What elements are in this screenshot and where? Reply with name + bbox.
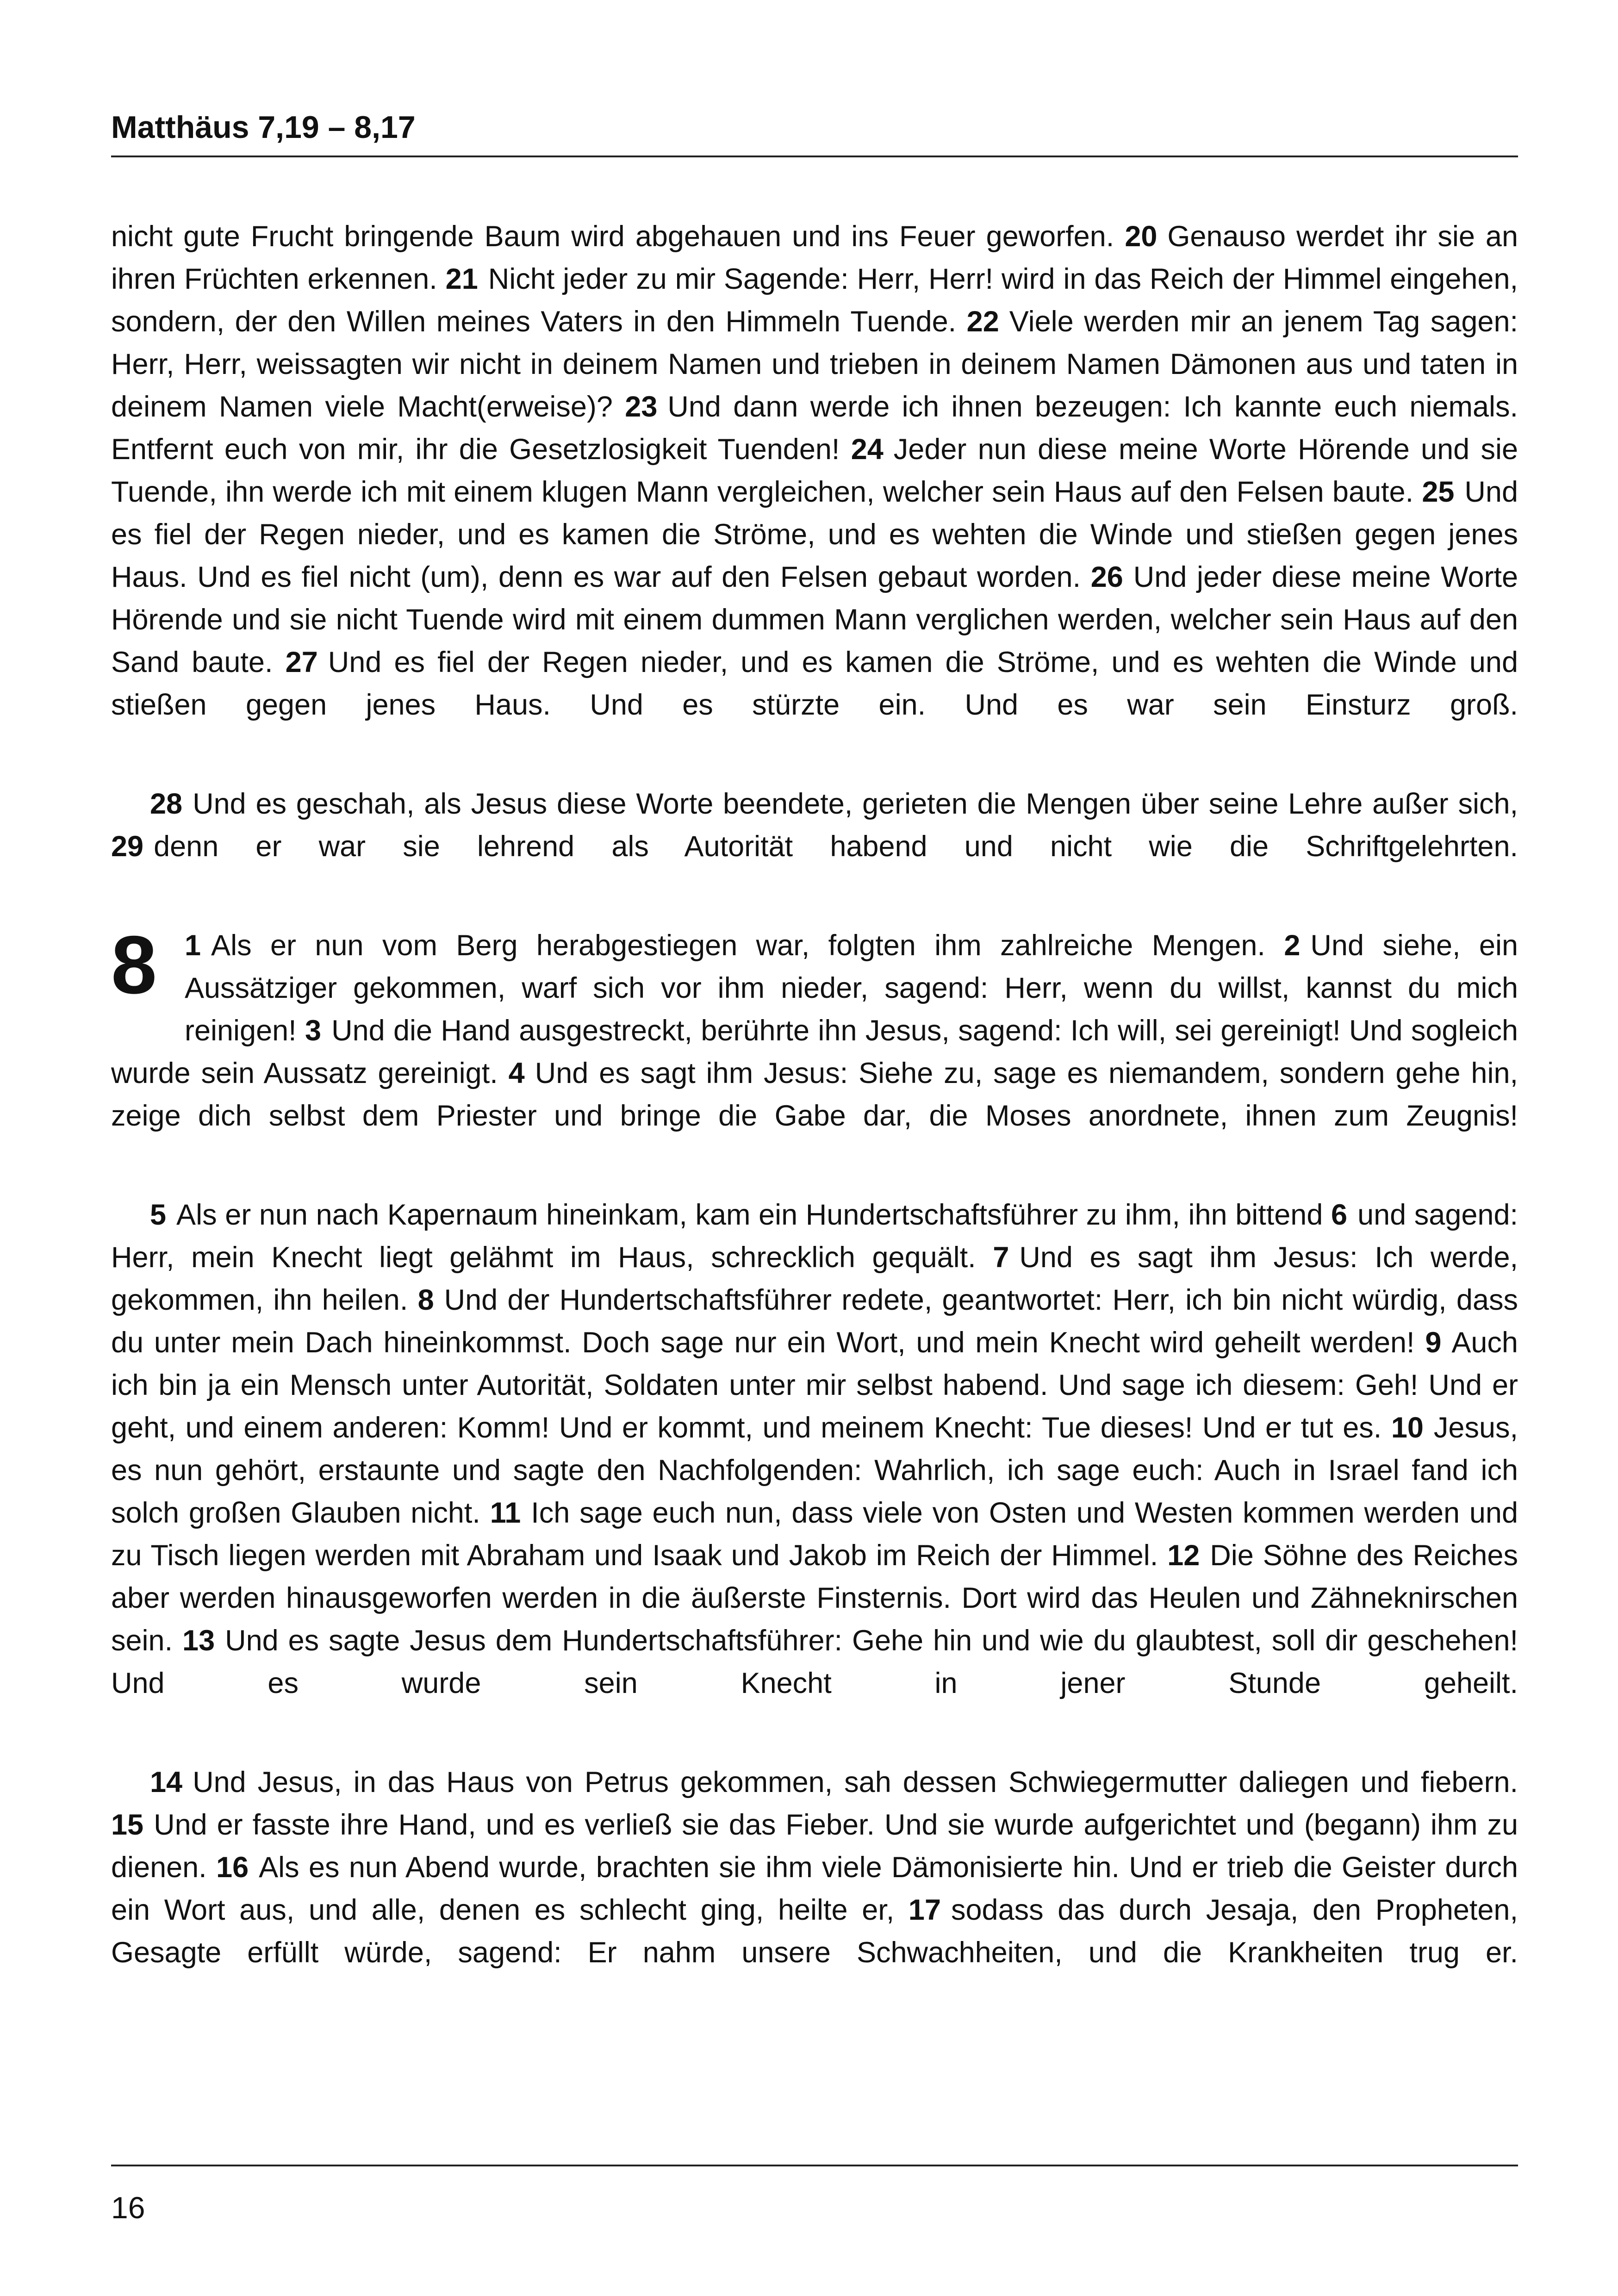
footer-divider	[111, 2165, 1518, 2166]
verse-text: Nicht jeder zu mir Sagende: Herr, Herr! wird in das Reich der Himmel eingehen, sondern, der den Willen meines Vaters in den Himmeln Tuende.	[111, 263, 1518, 338]
verse-text: Die Söhne des Reiches aber werden hinausgeworfen werden in die äußerste Finsternis. Dort wird das Heulen und Zähneknirschen sein.	[111, 1539, 1518, 1657]
header-divider	[111, 156, 1518, 157]
verse-text: sodass das durch Jesaja, den Propheten, Gesagte erfüllt würde, sagend: Er nahm unsere Schwachheiten, und die Krankheiten trug er.	[111, 1894, 1518, 1969]
paragraph	[111, 1761, 1518, 2016]
verse-text: Und der Hundertschaftsführer redete, geantwortet: Herr, ich bin nicht würdig, dass du unter mein Dach hineinkommst. Doch sage nur ein Wort, und mein Knecht wird geheilt werden!	[111, 1284, 1518, 1359]
verse-number: 6	[1331, 1199, 1348, 1231]
bible-text	[111, 215, 1518, 2030]
verse-number: 17	[908, 1894, 941, 1926]
verse-text: Und dann werde ich ihnen bezeugen: Ich kannte euch niemals. Entfernt euch von mir, ihr die Gesetzlosigkeit Tuenden!	[111, 391, 1518, 466]
verse-number: 25	[1422, 476, 1455, 508]
verse-number: 11	[490, 1497, 521, 1529]
verse-number: 2	[1284, 929, 1301, 962]
verse-text: Und es sagte Jesus dem Hundertschaftsführer: Gehe hin und wie du glaubtest, soll dir geschehen! Und es wurde sein Knecht in jener Stunde geheilt.	[111, 1624, 1518, 1699]
verse-text: Jeder nun diese meine Worte Hörende und sie Tuende, ihn werde ich mit einem klugen Mann vergleichen, welcher sein Haus auf den Felsen baute.	[111, 433, 1518, 508]
verse-number: 7	[993, 1241, 1009, 1274]
verse-text: nicht gute Frucht bringende Baum wird abgehauen und ins Feuer geworfen.	[111, 220, 1114, 253]
verse-text: Und es sagt ihm Jesus: Siehe zu, sage es niemandem, sondern gehe hin, zeige dich selbst dem Priester und bringe die Gabe dar, die Moses anordnete, ihnen zum Zeugnis!	[111, 1057, 1518, 1132]
verse-text: denn er war sie lehrend als Autorität habend und nicht wie die Schriftgelehrten.	[154, 830, 1518, 863]
verse-text: Als er nun nach Kapernaum hineinkam, kam ein Hundertschaftsführer zu ihm, ihn bittend	[176, 1199, 1323, 1231]
verse-number: 27	[285, 646, 318, 678]
verse-text: Und es sagt ihm Jesus: Ich werde, gekommen, ihn heilen.	[111, 1241, 1518, 1316]
verse-text: Genauso werdet ihr sie an ihren Früchten erkennen.	[111, 220, 1518, 295]
verse-number: 8	[417, 1284, 434, 1316]
verse-number: 28	[150, 788, 183, 820]
verse-number: 4	[508, 1057, 525, 1089]
verse-number: 15	[111, 1809, 144, 1841]
page-header: Matthäus 7,19 – 8,17	[111, 110, 416, 145]
verse-text: Und siehe, ein Aussätziger gekommen, warf sich vor ihm nieder, sagend: Herr, wenn du willst, kannst du mich reinigen!	[185, 929, 1518, 1047]
verse-number: 24	[851, 433, 884, 466]
verse-number: 3	[305, 1014, 322, 1047]
verse-text: Und es fiel der Regen nieder, und es kamen die Ströme, und es wehten die Winde und stießen gegen jenes Haus. Und es fiel nicht (um), denn es war auf den Felsen gebaut worden.	[111, 476, 1518, 593]
verse-number: 20	[1125, 220, 1157, 253]
verse-number: 26	[1090, 561, 1123, 593]
paragraph	[111, 783, 1518, 910]
verse-number: 9	[1425, 1326, 1442, 1359]
verse-number: 16	[216, 1851, 249, 1884]
verse-number: 23	[625, 391, 658, 423]
verse-number: 14	[150, 1766, 183, 1798]
verse-number: 29	[111, 830, 144, 863]
verse-text: Und es geschah, als Jesus diese Worte beendete, gerieten die Mengen über seine Lehre außer sich,	[193, 788, 1518, 820]
verse-number: 21	[445, 263, 478, 295]
verse-number: 10	[1391, 1412, 1424, 1444]
verse-number: 1	[185, 929, 201, 962]
paragraph	[111, 1194, 1518, 1747]
verse-text: Und die Hand ausgestreckt, berührte ihn Jesus, sagend: Ich will, sei gereinigt! Und sogleich wurde sein Aussatz gereinigt.	[111, 1014, 1518, 1089]
verse-text: und sagend: Herr, mein Knecht liegt gelähmt im Haus, schrecklich gequält.	[111, 1199, 1518, 1274]
verse-number: 12	[1167, 1539, 1200, 1572]
verse-number: 22	[966, 305, 999, 338]
paragraph	[111, 919, 1518, 1180]
verse-text: Jesus, es nun gehört, erstaunte und sagte den Nachfolgenden: Wahrlich, ich sage euch: Auch in Israel fand ich solch großen Glauben nicht.	[111, 1412, 1518, 1529]
verse-text: Und Jesus, in das Haus von Petrus gekommen, sah dessen Schwiegermutter daliegen und fiebern.	[193, 1766, 1518, 1798]
verse-text: Und jeder diese meine Worte Hörende und sie nicht Tuende wird mit einem dummen Mann verglichen werden, welcher sein Haus auf den Sand baute.	[111, 561, 1518, 678]
page-number: 16	[111, 2190, 145, 2225]
verse-text: Viele werden mir an jenem Tag sagen: Herr, Herr, weissagten wir nicht in deinem Namen und trieben in deinem Namen Dämonen aus und taten in deinem Namen viele Macht(erweise)?	[111, 305, 1518, 423]
verse-text: Und er fasste ihre Hand, und es verließ sie das Fieber. Und sie wurde aufgerichtet und (begann) ihm zu dienen.	[111, 1809, 1518, 1884]
verse-text: Und es fiel der Regen nieder, und es kamen die Ströme, und es wehten die Winde und stießen gegen jenes Haus. Und es stürzte ein. Und es war sein Einsturz groß.	[111, 646, 1518, 721]
chapter-number: 8	[111, 919, 157, 1011]
verse-text: Auch ich bin ja ein Mensch unter Autorität, Soldaten unter mir selbst habend. Und sage ich diesem: Geh! Und er geht, und einem anderen: Komm! Und er kommt, und meinem Knecht: Tue dieses! Und er tut es.	[111, 1326, 1518, 1444]
verse-text: Ich sage euch nun, dass viele von Osten und Westen kommen werden und zu Tisch liegen werden mit Abraham und Isaak und Jakob im Reich der Himmel.	[111, 1497, 1518, 1572]
verse-text: Als er nun vom Berg herabgestiegen war, folgten ihm zahlreiche Mengen.	[211, 929, 1265, 962]
paragraph	[111, 215, 1518, 769]
verse-number: 5	[150, 1199, 167, 1231]
verse-text: Als es nun Abend wurde, brachten sie ihm viele Dämonisierte hin. Und er trieb die Geister durch ein Wort aus, und alle, denen es schlecht ging, heilte er,	[111, 1851, 1518, 1926]
verse-number: 13	[182, 1624, 215, 1657]
